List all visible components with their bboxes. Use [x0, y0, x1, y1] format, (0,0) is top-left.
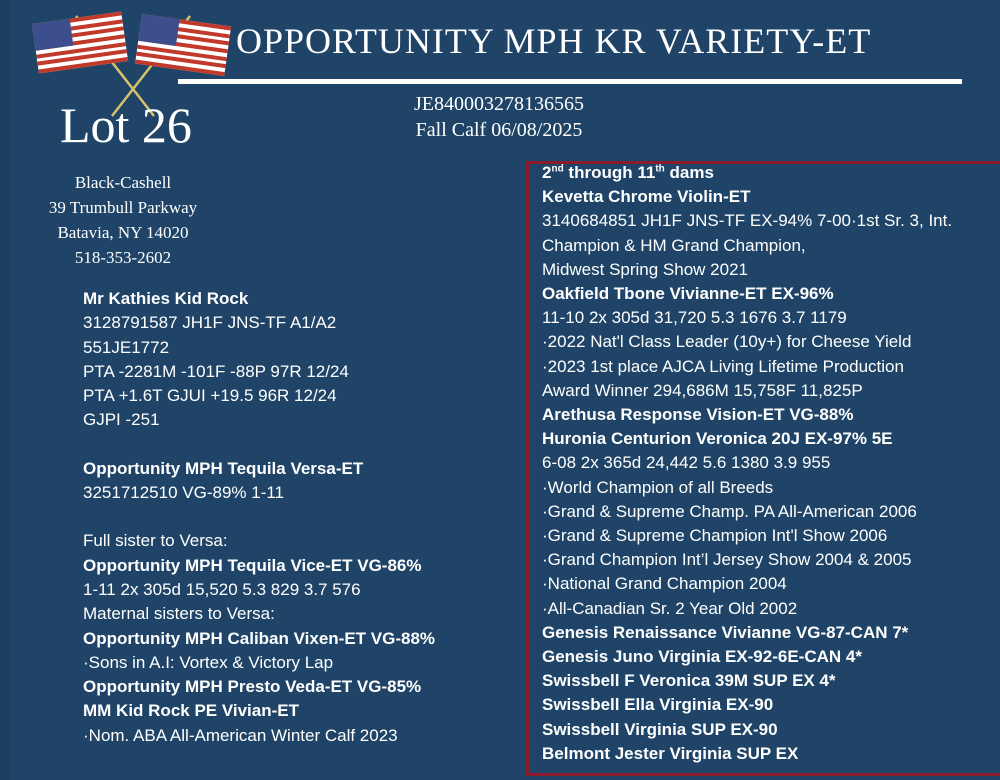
- dam-ancestor-detail: 6-08 2x 365d 24,442 5.6 1380 3.9 955: [542, 453, 831, 473]
- dam-ancestor-name: Swissbell Ella Virginia EX-90: [542, 695, 774, 715]
- dam-ancestor-name: Belmont Jester Virginia SUP EX: [542, 743, 799, 763]
- dam-ancestor-detail: ·All-Canadian Sr. 2 Year Old 2002: [542, 598, 798, 618]
- dam-ancestor-name: Swissbell F Veronica 39M SUP EX 4*: [542, 671, 836, 691]
- consignor-phone: 518-353-2602: [74, 248, 172, 267]
- left-edge-strip: [0, 0, 10, 780]
- dams-heading: 2nd through 11th dams: [542, 163, 714, 182]
- dam-ancestor-name: Swissbell Virginia SUP EX-90: [542, 719, 778, 739]
- dam-ancestor-detail: ·National Grand Champion 2004: [542, 574, 787, 594]
- dam-ancestor-detail: Midwest Spring Show 2021: [542, 259, 749, 279]
- animal-title: OPPORTUNITY MPH KR VARIETY-ET: [236, 21, 872, 61]
- maternal-sister-name: Opportunity MPH Caliban Vixen-ET VG-88%: [83, 628, 436, 648]
- full-sister-name: Opportunity MPH Tequila Vice-ET VG-86%: [83, 555, 422, 575]
- dam-ancestor-name: Genesis Renaissance Vivianne VG-87-CAN 7*: [542, 622, 909, 642]
- maternal-sister-note: ·Sons in A.I: Vortex & Victory Lap: [83, 652, 334, 672]
- registration-block: [384, 91, 614, 143]
- title-divider: [178, 79, 962, 84]
- dam-ancestor-detail: ·Grand & Supreme Champ. PA All-American 2006: [542, 501, 917, 521]
- dam-ancestor-name: Oakfield Tbone Vivianne-ET EX-96%: [542, 284, 834, 304]
- dam-line: 3251712510 VG-89% 1-11: [83, 483, 285, 503]
- consignor-city: Batavia, NY 14020: [57, 223, 189, 242]
- dam-ancestor-detail: Champion & HM Grand Champion,: [542, 235, 806, 255]
- full-sister-label: Full sister to Versa:: [83, 531, 228, 551]
- dam-ancestor-detail: Award Winner 294,686M 15,758F 11,825P: [542, 380, 863, 400]
- dam-ancestor-name: Kevetta Chrome Violin-ET: [542, 187, 751, 207]
- dam-ancestor-name: Arethusa Response Vision-ET VG-88%: [542, 405, 854, 425]
- dams-lines: [542, 185, 992, 766]
- calf-class-date: Fall Calf 06/08/2025: [415, 119, 583, 141]
- dam-name: Opportunity MPH Tequila Versa-ET: [83, 458, 364, 478]
- dam-ancestor-name: Genesis Juno Virginia EX-92-6E-CAN 4*: [542, 647, 862, 667]
- consignor-street: 39 Trumbull Parkway: [48, 198, 198, 217]
- pedigree-left-column: [83, 287, 523, 748]
- dam-ancestor-detail: ·Grand Champion Int’l Jersey Show 2004 & 2005: [542, 550, 912, 570]
- full-sister-record: 1-11 2x 305d 15,520 5.3 829 3.7 576: [83, 579, 361, 599]
- dam-ancestor-detail: 11-10 2x 305d 31,720 5.3 1676 3.7 1179: [542, 308, 847, 328]
- dam-ancestor-detail: ·2022 Nat'l Class Leader (10y+) for Cheese Yield: [542, 332, 912, 352]
- lot-number: Lot 26: [60, 97, 192, 153]
- dam-ancestor-detail: 3140684851 JH1F JNS-TF EX-94% 7-00·1st Sr. 3, Int.: [542, 211, 953, 231]
- sire-line: 551JE1772: [83, 337, 170, 357]
- sire-line: PTA -2281M -101F -88P 97R 12/24: [83, 361, 349, 381]
- maternal-sister-name: Opportunity MPH Presto Veda-ET VG-85%: [83, 677, 422, 697]
- maternal-sister-note: ·Nom. ABA All-American Winter Calf 2023: [83, 725, 398, 745]
- sire-line: 3128791587 JH1F JNS-TF A1/A2: [83, 313, 337, 333]
- maternal-sisters-label: Maternal sisters to Versa:: [83, 604, 275, 624]
- registration-number: JE840003278136565: [414, 93, 584, 115]
- dam-ancestor-name: Huronia Centurion Veronica 20J EX-97% 5E: [542, 429, 893, 449]
- maternal-sister-name: MM Kid Rock PE Vivian-ET: [83, 701, 300, 721]
- dam-ancestor-detail: ·Grand & Supreme Champion Int'l Show 2006: [542, 526, 888, 546]
- consignor-contact: [18, 170, 228, 270]
- dam-ancestor-detail: ·2023 1st place AJCA Living Lifetime Production: [542, 356, 904, 376]
- sire-line: GJPI -251: [83, 410, 160, 430]
- dams-column: [542, 161, 992, 766]
- sire-line: PTA +1.6T GJUI +19.5 96R 12/24: [83, 386, 337, 406]
- consignor-name: Black-Cashell: [74, 173, 172, 192]
- sire-name: Mr Kathies Kid Rock: [83, 289, 249, 308]
- dam-ancestor-detail: ·World Champion of all Breeds: [542, 477, 774, 497]
